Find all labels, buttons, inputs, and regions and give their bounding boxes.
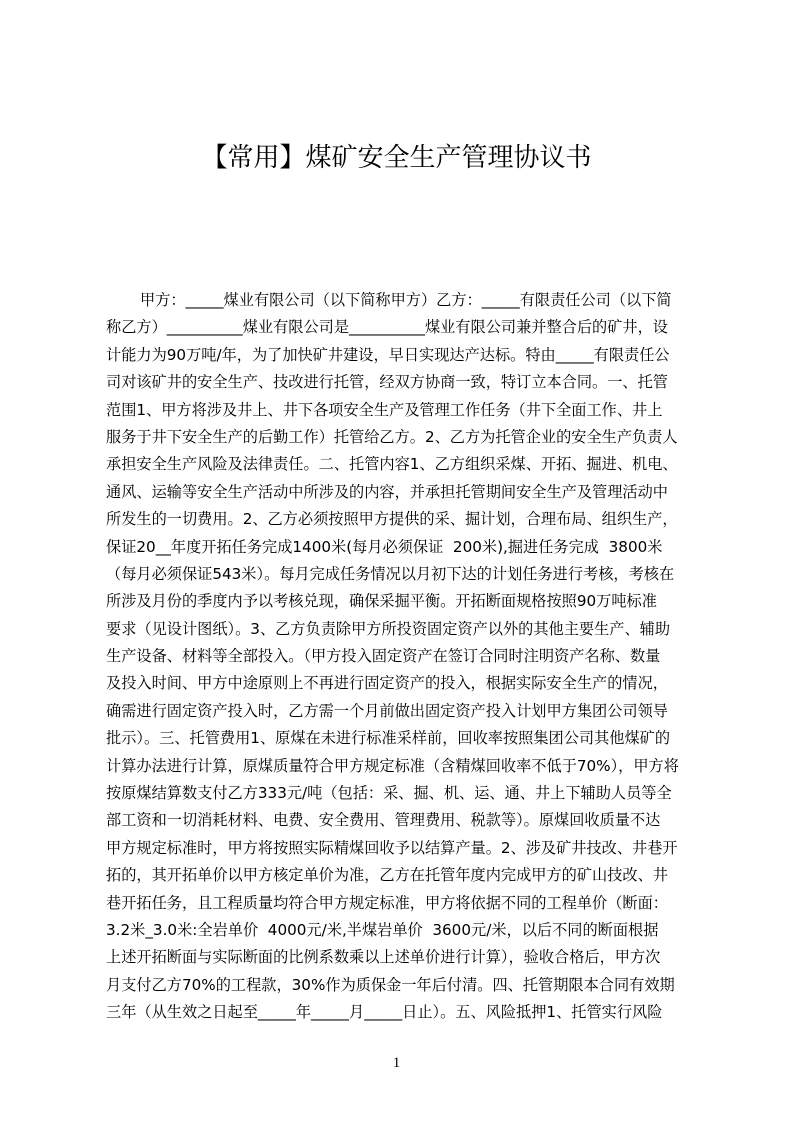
body-line: 巷开拓任务，且工程质量均符合甲方规定标准，甲方将依据不同的工程单价（断面： <box>106 893 668 912</box>
body-line: 甲方规定标准时，甲方将按照实际精煤回收予以结算产量。2、涉及矿井技改、井巷开 <box>106 838 678 857</box>
body-line: 所涉及月份的季度内予以考核兑现，确保采掘平衡。开拓断面规格按照90万吨标准 <box>106 592 657 611</box>
document-title: 【常用】煤矿安全生产管理协议书 <box>201 143 592 173</box>
body-line: 生产设备、材料等全部投入。（甲方投入固定资产在签订合同时注明资产名称、数量 <box>106 647 661 666</box>
body-line: 要求（见设计图纸）。3、乙方负责除甲方所投资固定资产以外的其他主要生产、辅助 <box>106 619 671 638</box>
body-line: 计能力为90万吨/年，为了加快矿井建设，早日实现达产达标。特由_____有限责任公 <box>106 345 670 364</box>
body-line: 称乙方）__________煤业有限公司是__________煤业有限公司兼并整合后的矿井，设 <box>106 318 668 337</box>
body-line: 司对该矿井的安全生产、技改进行托管，经双方协商一致，特订立本合同。一、托管 <box>106 373 668 392</box>
body-line: 部工资和一切消耗材料、电费、安全费用、管理费用、税款等）。原煤回收质量不达 <box>106 811 661 830</box>
body-line: 承担安全生产风险及法律责任。二、托管内容1、乙方组织采煤、开拓、掘进、机电、 <box>106 455 678 474</box>
body-line: 拓的，其开拓单价以甲方核定单价为准，乙方在托管年度内完成甲方的矿山技改、井 <box>106 866 668 885</box>
body-line: 通风、运输等安全生产活动中所涉及的内容，并承担托管期间安全生产及管理活动中 <box>106 482 668 501</box>
body-line: 服务于井下安全生产的后勤工作）托管给乙方。2、乙方为托管企业的安全生产负责人 <box>106 427 678 446</box>
body-line: 批示）。三、托管费用1、原煤在未进行标准采样前，回收率按照集团公司其他煤矿的 <box>106 729 671 748</box>
body-line: 月支付乙方70%的工程款，30%作为质保金一年后付清。四、托管期限本合同有效期 <box>106 975 675 994</box>
document-body <box>106 287 700 1027</box>
body-line: 上述开拓断面与实际断面的比例系数乘以上述单价进行计算），验收合格后，甲方次 <box>106 948 661 967</box>
body-line: 甲方：_____煤业有限公司（以下简称甲方）乙方：_____有限责任公司（以下简 <box>140 291 672 309</box>
body-line: 按原煤结算数支付乙方333元/吨（包括：采、掘、机、运、通、井上下辅助人员等全 <box>106 784 672 803</box>
body-line: 计算办法进行计算，原煤质量符合甲方规定标准（含精煤回收率不低于70%），甲方将 <box>106 756 679 775</box>
body-line: 三年（从生效之日起至_____年_____月_____日止）。五、风险抵押1、托管实行风险 <box>106 1003 663 1022</box>
body-line: 范围1、甲方将涉及井上、井下各项安全生产及管理工作任务（井下全面工作、井上 <box>106 400 663 419</box>
body-line: 及投入时间、甲方中途原则上不再进行固定资产的投入，根据实际安全生产的情况， <box>106 674 668 693</box>
body-line: 保证20__年度开拓任务完成1400米(每月必须保证 200米),掘进任务完成 3800米 <box>106 537 663 556</box>
body-line: 所发生的一切费用。2、乙方必须按照甲方提供的采、掘计划，合理布局、组织生产， <box>106 510 678 529</box>
body-line: 确需进行固定资产投入时，乙方需一个月前做出固定资产投入计划甲方集团公司领导 <box>106 701 668 720</box>
page-number: 1 <box>392 1055 401 1071</box>
body-line: （每月必须保证543米）。每月完成任务情况以月初下达的计划任务进行考核，考核在 <box>106 564 675 583</box>
body-line: 3.2米_3.0米:全岩单价 4000元/米,半煤岩单价 3600元/米，以后不同的断面根据 <box>106 920 659 939</box>
